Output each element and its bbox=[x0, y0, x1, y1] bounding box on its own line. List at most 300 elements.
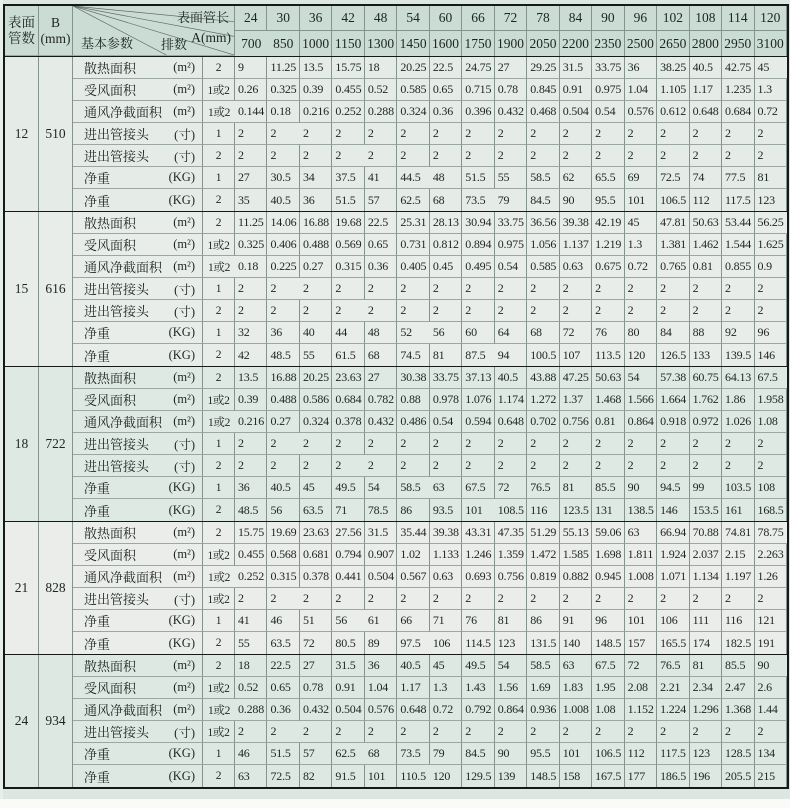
value-cell: 0.882 bbox=[560, 566, 592, 588]
b-header-line1: B bbox=[50, 14, 60, 30]
value-cell: 48 bbox=[365, 322, 397, 344]
value-cell: 1.3 bbox=[430, 677, 462, 699]
value-cell: 114.5 bbox=[462, 632, 494, 654]
value-cell: 2 bbox=[495, 433, 527, 455]
value-cell: 2 bbox=[332, 433, 364, 455]
value-cell: 2 bbox=[755, 300, 787, 322]
value-cell: 1.664 bbox=[657, 389, 689, 411]
value-cell: 2 bbox=[657, 433, 689, 455]
value-cell: 2.08 bbox=[625, 677, 657, 699]
value-cell: 106.5 bbox=[657, 189, 689, 211]
value-cell: 76 bbox=[592, 322, 624, 344]
value-cell: 1.137 bbox=[560, 234, 592, 256]
param-name-label: 通风净截面积 bbox=[84, 105, 163, 120]
value-cell: 123.5 bbox=[560, 499, 592, 521]
param-label-cell bbox=[73, 389, 203, 411]
row-count-cell: 1 bbox=[203, 278, 235, 300]
a-mm-cell: 2800 bbox=[690, 31, 722, 56]
group-b-cell: 510 bbox=[39, 57, 73, 211]
param-name-label: 净重 bbox=[84, 614, 111, 629]
value-cell: 38.25 bbox=[657, 57, 689, 79]
value-cell: 97.5 bbox=[400, 635, 421, 650]
param-unit-label: (m²) bbox=[173, 82, 195, 96]
value-cell: 16.88 bbox=[267, 367, 299, 389]
value-cell: 29.25 bbox=[527, 57, 559, 79]
value-cell: 0.792 bbox=[462, 699, 494, 721]
a-mm-cell: 2350 bbox=[592, 31, 624, 56]
value-cell: 2 bbox=[690, 721, 722, 743]
row-count-cell: 1或2 bbox=[203, 544, 235, 566]
value-cell: 40.5 bbox=[267, 189, 299, 211]
value-cell: 2 bbox=[592, 300, 624, 322]
a-mm-cell: 1450 bbox=[397, 31, 429, 56]
value-cell: 0.907 bbox=[365, 544, 397, 566]
row-count-cell: 2 bbox=[203, 655, 235, 677]
value-cell: 106 bbox=[657, 610, 689, 632]
value-cell: 58.5 bbox=[527, 167, 559, 189]
value-cell: 18 bbox=[235, 655, 267, 677]
value-cell: 2 bbox=[430, 455, 462, 477]
value-cell: 2 bbox=[722, 721, 754, 743]
value-cell: 0.52 bbox=[365, 79, 397, 101]
tube-length-cell: 24 bbox=[235, 6, 267, 31]
value-cell: 2 bbox=[560, 145, 592, 167]
value-cell: 2 bbox=[235, 145, 267, 167]
param-unit-label: (寸) bbox=[174, 725, 195, 740]
value-cell: 0.72 bbox=[755, 101, 787, 123]
value-cell: 0.65 bbox=[267, 677, 299, 699]
value-cell: 1.381 bbox=[657, 234, 689, 256]
value-cell: 2 bbox=[657, 145, 689, 167]
value-cell: 0.936 bbox=[527, 699, 559, 721]
value-cell: 36 bbox=[235, 477, 267, 499]
param-name-label: 净重 bbox=[84, 171, 111, 186]
value-cell: 2 bbox=[625, 145, 657, 167]
value-cell: 1.924 bbox=[657, 544, 689, 566]
value-cell: 0.684 bbox=[332, 389, 364, 411]
value-cell: 0.504 bbox=[332, 699, 364, 721]
value-cell: 95.5 bbox=[592, 189, 624, 211]
param-name-label: 净重 bbox=[84, 769, 111, 785]
value-cell: 106 bbox=[430, 632, 462, 654]
value-cell: 0.81 bbox=[592, 411, 624, 433]
group-b-cell: 616 bbox=[39, 212, 73, 366]
value-cell: 51.29 bbox=[527, 522, 559, 544]
value-cell: 99 bbox=[690, 477, 722, 499]
value-cell: 0.648 bbox=[495, 411, 527, 433]
value-cell: 2 bbox=[755, 123, 787, 145]
value-cell: 30.94 bbox=[462, 212, 494, 234]
param-label-cell bbox=[73, 588, 203, 610]
value-cell: 0.486 bbox=[397, 411, 429, 433]
value-cell: 2 bbox=[755, 588, 787, 610]
param-name-label: 通风净截面积 bbox=[84, 260, 163, 275]
row-count-cell: 1或2 bbox=[203, 79, 235, 101]
value-cell: 33.75 bbox=[495, 212, 527, 234]
value-cell: 66 bbox=[397, 610, 429, 632]
value-cell: 2 bbox=[267, 123, 299, 145]
value-cell: 1.105 bbox=[657, 79, 689, 101]
value-cell: 1.359 bbox=[495, 544, 527, 566]
a-mm-cell: 2050 bbox=[527, 31, 559, 56]
value-cell: 1.224 bbox=[657, 699, 689, 721]
value-cell: 0.972 bbox=[690, 411, 722, 433]
param-label-cell bbox=[73, 145, 203, 167]
value-cell: 107 bbox=[560, 344, 592, 366]
param-name-label: 进出管接头 bbox=[84, 459, 150, 474]
a-mm-cell: 2500 bbox=[625, 31, 657, 56]
value-cell: 2 bbox=[527, 300, 559, 322]
value-cell: 2 bbox=[625, 300, 657, 322]
param-label-cell bbox=[73, 367, 203, 389]
value-cell: 72 bbox=[625, 655, 657, 677]
tube-count-header-line1: 表面 bbox=[8, 14, 35, 30]
row-count-cell: 2 bbox=[203, 367, 235, 389]
value-cell: 2 bbox=[430, 123, 462, 145]
value-cell: 1.566 bbox=[625, 389, 657, 411]
param-unit-label: (寸) bbox=[174, 304, 195, 319]
value-cell: 2 bbox=[560, 278, 592, 300]
value-cell: 58.5 bbox=[397, 477, 429, 499]
value-cell: 2 bbox=[430, 145, 462, 167]
param-unit-label: (m²) bbox=[173, 658, 195, 672]
value-cell: 2 bbox=[625, 588, 657, 610]
value-cell: 19.68 bbox=[332, 212, 364, 234]
value-cell: 69 bbox=[625, 167, 657, 189]
value-cell: 0.65 bbox=[365, 234, 397, 256]
value-cell: 96 bbox=[755, 322, 787, 344]
param-name-label: 受风面积 bbox=[84, 393, 137, 408]
value-cell: 1.174 bbox=[495, 389, 527, 411]
value-cell: 2 bbox=[300, 433, 332, 455]
value-cell: 2 bbox=[365, 588, 397, 610]
value-cell: 36 bbox=[365, 655, 397, 677]
value-cell: 27 bbox=[365, 367, 397, 389]
value-cell: 2 bbox=[625, 278, 657, 300]
a-mm-cell: 700 bbox=[241, 35, 262, 51]
row-count-cell: 1 bbox=[203, 322, 235, 344]
value-cell: 65.5 bbox=[592, 167, 624, 189]
value-cell: 126.5 bbox=[657, 344, 689, 366]
value-cell: 2 bbox=[300, 721, 332, 743]
param-unit-label: (m²) bbox=[173, 702, 195, 716]
value-cell: 0.432 bbox=[495, 101, 527, 123]
value-cell: 0.731 bbox=[397, 234, 429, 256]
value-cell: 1.86 bbox=[722, 389, 754, 411]
value-cell: 2 bbox=[300, 455, 332, 477]
row-count-cell: 2 bbox=[203, 57, 235, 79]
value-cell: 2 bbox=[267, 433, 299, 455]
value-cell: 0.378 bbox=[332, 411, 364, 433]
value-cell: 2 bbox=[657, 588, 689, 610]
param-label-cell bbox=[73, 699, 203, 721]
value-cell: 76.5 bbox=[527, 477, 559, 499]
value-cell: 84 bbox=[657, 322, 689, 344]
param-label-cell bbox=[73, 256, 203, 278]
value-cell: 79 bbox=[495, 189, 527, 211]
value-cell: 1.762 bbox=[690, 389, 722, 411]
value-cell: 49.5 bbox=[462, 655, 494, 677]
value-cell: 167.5 bbox=[592, 765, 624, 787]
param-unit-label: (KG) bbox=[168, 502, 195, 517]
value-cell: 51 bbox=[300, 610, 332, 632]
value-cell: 18 bbox=[365, 57, 397, 79]
tube-length-cell: 60 bbox=[430, 6, 462, 31]
param-name-label: 通风净截面积 bbox=[84, 703, 163, 718]
value-cell: 73.5 bbox=[465, 192, 486, 207]
value-cell: 1.133 bbox=[430, 544, 462, 566]
value-cell: 2 bbox=[332, 300, 364, 322]
group-b-cell: 934 bbox=[39, 655, 73, 787]
param-name-label: 进出管接头 bbox=[84, 127, 150, 142]
value-cell: 0.894 bbox=[462, 234, 494, 256]
value-cell: 94.5 bbox=[657, 477, 689, 499]
value-cell: 72.5 bbox=[657, 167, 689, 189]
value-cell: 0.455 bbox=[235, 544, 267, 566]
value-cell: 0.845 bbox=[527, 79, 559, 101]
value-cell: 45 bbox=[755, 57, 787, 79]
value-cell: 81 bbox=[560, 477, 592, 499]
value-cell: 2 bbox=[332, 278, 364, 300]
value-cell: 39.38 bbox=[560, 212, 592, 234]
value-cell: 0.45 bbox=[430, 256, 462, 278]
value-cell: 14.06 bbox=[267, 212, 299, 234]
value-cell: 153.5 bbox=[690, 499, 722, 521]
value-cell: 13.5 bbox=[235, 367, 267, 389]
row-count-cell: 1或2 bbox=[203, 588, 235, 610]
value-cell: 0.26 bbox=[235, 79, 267, 101]
value-cell: 27.56 bbox=[332, 522, 364, 544]
value-cell: 72 bbox=[560, 322, 592, 344]
value-cell: 2 bbox=[592, 433, 624, 455]
tube-length-cell: 54 bbox=[397, 6, 429, 31]
value-cell: 1.152 bbox=[625, 699, 657, 721]
value-cell: 53.44 bbox=[722, 212, 754, 234]
value-cell: 2 bbox=[462, 455, 494, 477]
param-unit-label: (KG) bbox=[168, 746, 195, 760]
value-cell: 61.5 bbox=[332, 344, 364, 366]
value-cell: 101 bbox=[560, 743, 592, 765]
table-body bbox=[5, 57, 787, 787]
value-cell: 0.864 bbox=[495, 699, 527, 721]
value-cell: 22.5 bbox=[267, 655, 299, 677]
value-cell: 2 bbox=[560, 455, 592, 477]
value-cell: 2 bbox=[495, 455, 527, 477]
param-name-label: 进出管接头 bbox=[84, 282, 150, 297]
value-cell: 25.31 bbox=[397, 212, 429, 234]
value-cell: 2 bbox=[625, 433, 657, 455]
param-unit-label: (m²) bbox=[173, 392, 195, 406]
value-cell: 205.5 bbox=[722, 765, 754, 787]
param-name-label: 净重 bbox=[84, 326, 111, 341]
param-unit-label: (m²) bbox=[173, 525, 195, 539]
value-cell: 63 bbox=[560, 655, 592, 677]
value-cell: 2.263 bbox=[755, 544, 787, 566]
a-mm-cell: 1900 bbox=[495, 31, 527, 56]
value-cell: 0.576 bbox=[625, 101, 657, 123]
value-cell: 41 bbox=[235, 610, 267, 632]
b-header-line2: (mm) bbox=[40, 30, 71, 46]
param-unit-label: (寸) bbox=[174, 127, 195, 142]
value-cell: 59.06 bbox=[592, 522, 624, 544]
param-unit-label: (寸) bbox=[174, 437, 195, 452]
value-cell: 2 bbox=[397, 588, 429, 610]
value-cell: 1.69 bbox=[527, 677, 559, 699]
value-cell: 1.04 bbox=[625, 79, 657, 101]
value-cell: 0.864 bbox=[625, 411, 657, 433]
value-cell: 58.5 bbox=[527, 655, 559, 677]
param-label-cell bbox=[73, 499, 203, 521]
tube-count-header-line2: 管数 bbox=[8, 30, 35, 46]
tube-length-cell: 96 bbox=[625, 6, 657, 31]
value-cell: 0.78 bbox=[300, 677, 332, 699]
value-cell: 177 bbox=[625, 765, 657, 787]
param-unit-label: (KG) bbox=[168, 635, 195, 650]
value-cell: 55 bbox=[235, 632, 267, 654]
value-cell: 2 bbox=[397, 455, 429, 477]
value-cell: 63 bbox=[430, 477, 462, 499]
tube-group-18 bbox=[5, 366, 787, 521]
param-label-cell bbox=[73, 522, 203, 544]
a-mm-cell: 850 bbox=[267, 31, 299, 56]
value-cell: 2 bbox=[495, 145, 527, 167]
value-cell: 1.698 bbox=[592, 544, 624, 566]
value-cell: 2 bbox=[560, 433, 592, 455]
value-cell: 2 bbox=[267, 300, 299, 322]
value-cell: 101 bbox=[365, 765, 397, 787]
value-cell: 72 bbox=[300, 632, 332, 654]
value-cell: 0.91 bbox=[332, 677, 364, 699]
value-cell: 81 bbox=[430, 344, 462, 366]
value-cell: 2 bbox=[690, 588, 722, 610]
value-cell: 196 bbox=[690, 765, 722, 787]
param-name-label: 散热面积 bbox=[84, 61, 137, 76]
value-cell: 33.75 bbox=[592, 57, 624, 79]
param-label-cell bbox=[73, 655, 203, 677]
tube-length-cell: 84 bbox=[560, 6, 592, 31]
value-cell: 57 bbox=[300, 743, 332, 765]
value-cell: 0.576 bbox=[365, 699, 397, 721]
value-cell: 23.63 bbox=[300, 522, 332, 544]
value-cell: 2 bbox=[722, 123, 754, 145]
value-cell: 2 bbox=[300, 145, 332, 167]
value-cell: 2 bbox=[657, 278, 689, 300]
value-cell: 71 bbox=[332, 499, 364, 521]
tube-length-cell: 102 bbox=[657, 6, 689, 31]
value-cell: 157 bbox=[625, 632, 657, 654]
value-cell: 40.5 bbox=[267, 477, 299, 499]
value-cell: 54 bbox=[495, 655, 527, 677]
param-label-cell bbox=[73, 300, 203, 322]
value-cell: 2 bbox=[397, 300, 429, 322]
value-cell: 61 bbox=[365, 610, 397, 632]
param-label-cell bbox=[73, 322, 203, 344]
a-mm-cell: 2650 bbox=[657, 31, 689, 56]
value-cell: 0.432 bbox=[365, 411, 397, 433]
value-cell: 2 bbox=[235, 433, 267, 455]
value-cell: 0.675 bbox=[592, 256, 624, 278]
value-cell: 2 bbox=[592, 278, 624, 300]
value-cell: 44.5 bbox=[397, 167, 429, 189]
value-cell: 2 bbox=[300, 588, 332, 610]
value-cell: 0.441 bbox=[332, 566, 364, 588]
value-cell: 2 bbox=[365, 455, 397, 477]
value-cell: 0.495 bbox=[462, 256, 494, 278]
value-cell: 85.5 bbox=[592, 477, 624, 499]
value-cell: 2 bbox=[235, 455, 267, 477]
value-cell: 36.56 bbox=[527, 212, 559, 234]
value-cell: 0.569 bbox=[332, 234, 364, 256]
value-cell: 57 bbox=[365, 189, 397, 211]
param-unit-label: (m²) bbox=[173, 237, 195, 251]
value-cell: 2 bbox=[332, 455, 364, 477]
value-cell: 0.144 bbox=[235, 101, 267, 123]
value-cell: 2 bbox=[397, 721, 429, 743]
row-count-cell: 2 bbox=[203, 344, 235, 366]
value-cell: 146 bbox=[755, 344, 787, 366]
a-mm-cell: 1300 bbox=[365, 31, 397, 56]
param-name-label: 净重 bbox=[84, 747, 111, 762]
value-cell: 0.65 bbox=[430, 79, 462, 101]
param-label-cell bbox=[73, 677, 203, 699]
value-cell: 0.225 bbox=[267, 256, 299, 278]
param-name-label: 净重 bbox=[84, 348, 111, 364]
value-cell: 2 bbox=[462, 588, 494, 610]
value-cell: 129.5 bbox=[462, 765, 494, 787]
value-cell: 11.25 bbox=[235, 212, 267, 234]
param-label-cell bbox=[73, 344, 203, 366]
value-cell: 0.36 bbox=[430, 101, 462, 123]
param-name-label: 散热面积 bbox=[84, 659, 137, 674]
value-cell: 0.585 bbox=[527, 256, 559, 278]
row-count-cell: 2 bbox=[203, 212, 235, 234]
value-cell: 92 bbox=[722, 322, 754, 344]
value-cell: 56 bbox=[332, 610, 364, 632]
value-cell: 2 bbox=[657, 455, 689, 477]
value-cell: 80.5 bbox=[332, 632, 364, 654]
a-mm-cell: 2950 bbox=[722, 31, 754, 56]
value-cell: 0.432 bbox=[300, 699, 332, 721]
value-cell: 0.52 bbox=[235, 677, 267, 699]
value-cell: 1.95 bbox=[592, 677, 624, 699]
value-cell: 45 bbox=[300, 477, 332, 499]
value-cell: 31.5 bbox=[560, 57, 592, 79]
value-cell: 2 bbox=[657, 300, 689, 322]
value-cell: 47.81 bbox=[657, 212, 689, 234]
value-cell: 68 bbox=[527, 322, 559, 344]
value-cell: 0.756 bbox=[495, 566, 527, 588]
value-cell: 2 bbox=[300, 278, 332, 300]
value-cell: 0.324 bbox=[300, 411, 332, 433]
group-tube-count-cell: 21 bbox=[5, 522, 39, 654]
value-cell: 2 bbox=[235, 123, 267, 145]
value-cell: 2 bbox=[592, 123, 624, 145]
value-cell: 2 bbox=[235, 588, 267, 610]
value-cell: 2 bbox=[397, 145, 429, 167]
value-cell: 1.272 bbox=[527, 389, 559, 411]
param-unit-label: (m²) bbox=[173, 569, 195, 583]
value-cell: 2 bbox=[755, 455, 787, 477]
value-cell: 2 bbox=[527, 145, 559, 167]
value-cell: 91 bbox=[560, 610, 592, 632]
value-cell: 103.5 bbox=[722, 477, 754, 499]
param-label-cell bbox=[73, 566, 203, 588]
value-cell: 2 bbox=[365, 433, 397, 455]
row-count-cell: 2 bbox=[203, 522, 235, 544]
param-label-cell bbox=[73, 411, 203, 433]
value-cell: 100.5 bbox=[527, 344, 559, 366]
value-cell: 2 bbox=[462, 123, 494, 145]
